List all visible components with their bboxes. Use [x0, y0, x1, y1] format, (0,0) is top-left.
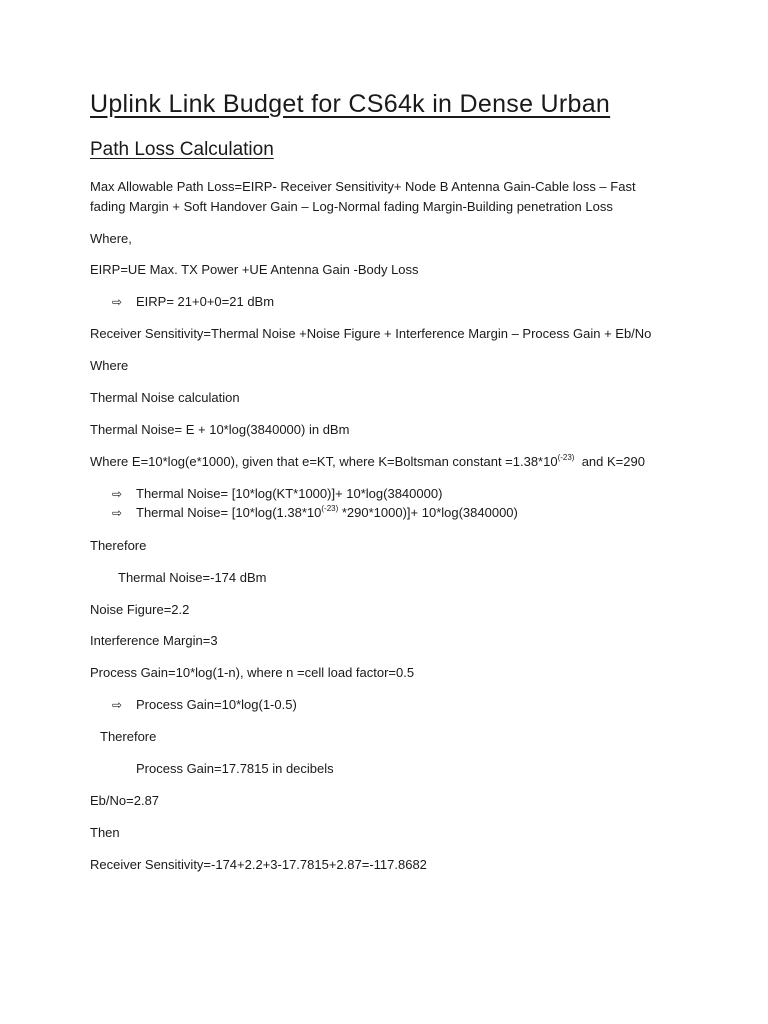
- eirp-value-bullet: [112, 292, 274, 312]
- thermal-noise-formula: Thermal Noise= E + 10*log(3840000) in dBm: [90, 422, 350, 437]
- eb-no-value: Eb/No=2.87: [90, 793, 160, 808]
- thermal-noise-bullet-1: [112, 484, 442, 504]
- thermal-noise-step-2-tail: *290*1000)]+ 10*log(3840000): [338, 505, 518, 520]
- eirp-value: EIRP= 21+0+0=21 dBm: [136, 294, 275, 309]
- e-definition-text: Where E=10*log(e*1000), given that e=KT, where K=Boltsman constant =1.38*10: [90, 454, 558, 469]
- e-definition-tail: and K=290: [574, 454, 645, 469]
- thermal-noise-bullet-2: [112, 503, 518, 523]
- e-definition-exponent: (-23): [557, 453, 575, 462]
- receiver-sensitivity-definition: Receiver Sensitivity=Thermal Noise +Noise Figure + Interference Margin – Process Gain + Eb/No: [90, 326, 652, 341]
- process-gain-step: Process Gain=10*log(1-0.5): [136, 697, 297, 712]
- therefore-label-2: Therefore: [100, 729, 157, 744]
- right-arrow-outline-icon: ⇨: [112, 698, 123, 712]
- interference-margin: Interference Margin=3: [90, 633, 218, 648]
- right-arrow-outline-icon: ⇨: [112, 487, 123, 501]
- noise-figure: Noise Figure=2.2: [90, 602, 190, 617]
- e-definition: [90, 452, 645, 472]
- document-title: Uplink Link Budget for CS64k in Dense Urban: [90, 90, 611, 118]
- process-gain-result: Process Gain=17.7815 in decibels: [136, 761, 334, 776]
- process-gain-definition: Process Gain=10*log(1-n), where n =cell load factor=0.5: [90, 665, 415, 680]
- thermal-noise-step-1: Thermal Noise= [10*log(KT*1000)]+ 10*log(3840000): [136, 486, 443, 501]
- then-label: Then: [90, 825, 120, 840]
- thermal-noise-calculation-heading: Thermal Noise calculation: [90, 390, 240, 405]
- thermal-noise-result: Thermal Noise=-174 dBm: [118, 570, 267, 585]
- therefore-label-1: Therefore: [90, 538, 147, 553]
- max-path-loss-formula: Max Allowable Path Loss=EIRP- Receiver Sensitivity+ Node B Antenna Gain-Cable loss – Fast fading Margin + Soft Handover Gain – Log-Normal fading Margin-Building penetration Loss: [90, 179, 636, 214]
- process-gain-bullet: [112, 695, 297, 715]
- right-arrow-outline-icon: ⇨: [112, 506, 123, 520]
- thermal-noise-step-2: Thermal Noise= [10*log(1.38*10: [136, 505, 322, 520]
- thermal-noise-step-2-exponent: (-23): [321, 504, 339, 513]
- where-label-2: Where: [90, 358, 129, 373]
- where-label-1: Where,: [90, 231, 132, 246]
- right-arrow-outline-icon: ⇨: [112, 295, 123, 309]
- receiver-sensitivity-result: Receiver Sensitivity=-174+2.2+3-17.7815+2.87=-117.8682: [90, 857, 427, 872]
- section-title-path-loss: Path Loss Calculation: [90, 139, 274, 160]
- eirp-definition: EIRP=UE Max. TX Power +UE Antenna Gain -Body Loss: [90, 262, 419, 277]
